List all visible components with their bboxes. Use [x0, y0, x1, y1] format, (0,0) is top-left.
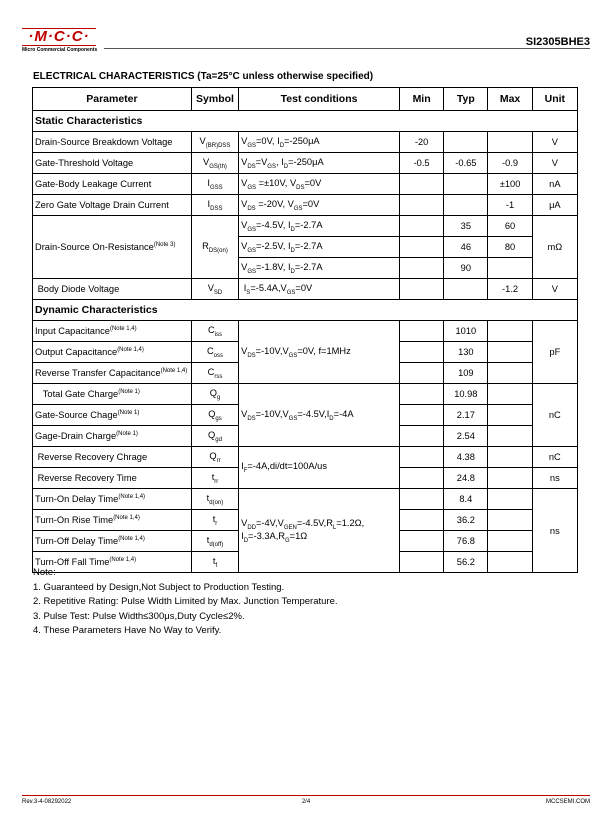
typ-qrr: 4.38	[444, 447, 488, 468]
test-rds-3: $V_{GS}=-1.8V$, $I_D=-2.7A$	[239, 258, 400, 279]
table-row	[33, 153, 578, 174]
min-vth: -0.5	[399, 153, 443, 174]
unit-idss: μA	[532, 195, 577, 216]
symbol-tf: $t_f$	[191, 552, 238, 573]
param-trr: Reverse Recovery Time	[33, 468, 192, 489]
typ-qgd: 2.54	[444, 426, 488, 447]
max-vth: -0.9	[488, 153, 532, 174]
param-rds: Drain-Source On-Resistance$^{(Note 3)}$	[33, 216, 192, 279]
typ-vth: -0.65	[444, 153, 488, 174]
min-rds-1	[399, 216, 443, 237]
min-idss	[399, 195, 443, 216]
typ-coss: 130	[444, 342, 488, 363]
typ-rds-1: 35	[444, 216, 488, 237]
typ-rds-3: 90	[444, 258, 488, 279]
test-capacitance: $V_{DS}=-10V,V_{GS}=0V$, f=1MHz	[239, 321, 400, 384]
unit-vth: V	[532, 153, 577, 174]
max-qg	[488, 384, 532, 405]
min-qgs	[399, 405, 443, 426]
typ-tf: 56.2	[444, 552, 488, 573]
min-coss	[399, 342, 443, 363]
header-min: Min	[399, 88, 443, 111]
unit-qrr: nC	[532, 447, 577, 468]
header-unit: Unit	[532, 88, 577, 111]
test-idss: $V_{DS} =-20V$, $V_{GS}=0V$	[239, 195, 400, 216]
max-rds-1: 60	[488, 216, 532, 237]
max-tdoff	[488, 531, 532, 552]
typ-rds-2: 46	[444, 237, 488, 258]
header-parameter: Parameter	[33, 88, 192, 111]
max-coss	[488, 342, 532, 363]
unit-gate-charge: nC	[532, 384, 577, 447]
max-qrr	[488, 447, 532, 468]
min-tdoff	[399, 531, 443, 552]
max-rds-2: 80	[488, 237, 532, 258]
symbol-ciss: $C_{iss}$	[191, 321, 238, 342]
min-trr	[399, 468, 443, 489]
symbol-tdon: $t_{d(on)}$	[191, 489, 238, 510]
test-bvdss: $V_{GS}=0V$, $I_D=-250\mu A$	[239, 132, 400, 153]
symbol-tr: $t_r$	[191, 510, 238, 531]
unit-trr: ns	[532, 468, 577, 489]
symbol-qg: $Q_g$	[191, 384, 238, 405]
logo-bottom-rule	[22, 45, 96, 46]
table-row	[33, 174, 578, 195]
typ-tdoff: 76.8	[444, 531, 488, 552]
param-qgd: Gage-Drain Charge$^{(Note 1)}$	[33, 426, 192, 447]
max-crss	[488, 363, 532, 384]
typ-crss: 109	[444, 363, 488, 384]
symbol-vth: $V_{GS(th)}$	[191, 153, 238, 174]
typ-vsd	[444, 279, 488, 300]
table-row	[33, 321, 578, 342]
symbol-qrr: $Q_{rr}$	[191, 447, 238, 468]
param-bvdss: Drain-Source Breakdown Voltage	[33, 132, 192, 153]
unit-igss: nA	[532, 174, 577, 195]
min-tr	[399, 510, 443, 531]
max-ciss	[488, 321, 532, 342]
section-row-static	[33, 111, 578, 132]
param-tdon: Turn-On Delay Time$^{(Note 1,4)}$	[33, 489, 192, 510]
mcc-logo: ·M·C·C·	[28, 28, 90, 45]
table-row	[33, 279, 578, 300]
test-reverse-recovery: $I_F=-4A,di/dt=100A/us$	[239, 447, 400, 489]
unit-switching: ns	[532, 489, 577, 573]
header-max: Max	[488, 88, 532, 111]
param-qrr: Reverse Recovery Chrage	[33, 447, 192, 468]
min-crss	[399, 363, 443, 384]
note-1: 1. Guaranteed by Design,Not Subject to Production Testing.	[33, 581, 285, 593]
symbol-coss: $C_{oss}$	[191, 342, 238, 363]
symbol-igss: $I_{GSS}$	[191, 174, 238, 195]
typ-igss	[444, 174, 488, 195]
max-tr	[488, 510, 532, 531]
param-tdoff: Turn-Off Delay Time$^{(Note 1,4)}$	[33, 531, 192, 552]
param-tr: Turn-On Rise Time$^{(Note 1,4)}$	[33, 510, 192, 531]
min-qrr	[399, 447, 443, 468]
unit-vsd: V	[532, 279, 577, 300]
test-vsd: $I_S=-5.4A,V_{GS}=0V$	[239, 279, 400, 300]
max-bvdss	[488, 132, 532, 153]
param-qgs: Gate-Source Chage$^{(Note 1)}$	[33, 405, 192, 426]
min-qg	[399, 384, 443, 405]
param-tf: Turn-Off Fall Time$^{(Note 1,4)}$	[33, 552, 192, 573]
symbol-vsd: $V_{SD}$	[191, 279, 238, 300]
notes-title: Note:	[33, 567, 56, 578]
note-3: 3. Pulse Test: Pulse Width≤300μs,Duty Cycle≤2%.	[33, 610, 245, 622]
typ-tdon: 8.4	[444, 489, 488, 510]
table-row	[33, 216, 578, 237]
symbol-rds: $R_{DS(on)}$	[191, 216, 238, 279]
min-rds-3	[399, 258, 443, 279]
param-igss: Gate-Body Leakage Current	[33, 174, 192, 195]
footer-revision: Rev.3-4-08292022	[22, 799, 72, 805]
section-row-dynamic	[33, 300, 578, 321]
max-qgd	[488, 426, 532, 447]
unit-capacitance: pF	[532, 321, 577, 384]
min-rds-2	[399, 237, 443, 258]
max-qgs	[488, 405, 532, 426]
header-test-conditions: Test conditions	[239, 88, 400, 111]
max-tf	[488, 552, 532, 573]
header-typ: Typ	[444, 88, 488, 111]
section-title: ELECTRICAL CHARACTERISTICS (Ta=25°C unless otherwise specified)	[33, 71, 374, 82]
param-crss: Reverse Transfer Capacitance$^{(Note 1,4)}$	[33, 363, 192, 384]
electrical-characteristics-table	[32, 87, 578, 573]
notes	[33, 566, 338, 639]
test-vth: $V_{DS}=V_{GS}$, $I_D=-250\mu A$	[239, 153, 400, 174]
table-row	[33, 489, 578, 510]
symbol-crss: $C_{rss}$	[191, 363, 238, 384]
part-number: SI2305BHE3	[525, 36, 590, 48]
min-igss	[399, 174, 443, 195]
note-2: 2. Repetitive Rating: Pulse Width Limited by Max. Junction Temperature.	[33, 596, 338, 607]
static-characteristics-title: Static Characteristics	[33, 111, 578, 132]
symbol-tdoff: $t_{d(off)}$	[191, 531, 238, 552]
typ-qg: 10.98	[444, 384, 488, 405]
max-tdon	[488, 489, 532, 510]
table-row	[33, 132, 578, 153]
test-rds-2: $V_{GS}=-2.5V$, $I_D=-2.7A$	[239, 237, 400, 258]
table-row	[33, 384, 578, 405]
min-ciss	[399, 321, 443, 342]
footer-page-number: 2/4	[301, 799, 311, 805]
typ-trr: 24.8	[444, 468, 488, 489]
symbol-idss: $I_{DSS}$	[191, 195, 238, 216]
typ-bvdss	[444, 132, 488, 153]
typ-tr: 36.2	[444, 510, 488, 531]
logo-subtitle: Micro Commercial Components	[22, 47, 98, 53]
min-vsd	[399, 279, 443, 300]
typ-ciss: 1010	[444, 321, 488, 342]
symbol-qgs: $Q_{gs}$	[191, 405, 238, 426]
symbol-bvdss: $V_{(BR)DSS}$	[191, 132, 238, 153]
max-idss: -1	[488, 195, 532, 216]
footer-website: MCCSEMI.COM	[546, 799, 590, 805]
test-rds-1: $V_{GS}=-4.5V$, $I_D=-2.7A$	[239, 216, 400, 237]
min-bvdss: -20	[399, 132, 443, 153]
table-row	[33, 195, 578, 216]
typ-qgs: 2.17	[444, 405, 488, 426]
max-vsd: -1.2	[488, 279, 532, 300]
typ-idss	[444, 195, 488, 216]
min-qgd	[399, 426, 443, 447]
symbol-qgd: $Q_{gd}$	[191, 426, 238, 447]
param-vth: Gate-Threshold Voltage	[33, 153, 192, 174]
max-trr	[488, 468, 532, 489]
test-igss: $V_{GS} =\pm 10V$, $V_{DS}=0V$	[239, 174, 400, 195]
header-symbol: Symbol	[191, 88, 238, 111]
param-idss: Zero Gate Voltage Drain Current	[33, 195, 192, 216]
min-tdon	[399, 489, 443, 510]
table-header-row	[33, 88, 578, 111]
table-row	[33, 447, 578, 468]
header-rule	[104, 48, 590, 49]
footer-rule	[22, 795, 590, 796]
dynamic-characteristics-title: Dynamic Characteristics	[33, 300, 578, 321]
param-vsd: Body Diode Voltage	[33, 279, 192, 300]
unit-rds: mΩ	[532, 216, 577, 279]
param-coss: Output Capacitance$^{(Note 1,4)}$	[33, 342, 192, 363]
symbol-trr: $t_{rr}$	[191, 468, 238, 489]
note-4: 4. These Parameters Have No Way to Verify.	[33, 625, 222, 636]
unit-bvdss: V	[532, 132, 577, 153]
max-rds-3	[488, 258, 532, 279]
test-gate-charge: $V_{DS}=-10V,V_{GS}=-4.5V,I_D=-4A$	[239, 384, 400, 447]
test-switching: $V_{DD}=-4V,V_{GEN}=-4.5V,R_L=1.2\Omega$, $I_D=-3.3A,R_G=1\Omega$	[239, 489, 400, 573]
param-qg: Total Gate Charge$^{(Note 1)}$	[33, 384, 192, 405]
min-tf	[399, 552, 443, 573]
param-ciss: Input Capacitance$^{(Note 1,4)}$	[33, 321, 192, 342]
max-igss: ±100	[488, 174, 532, 195]
